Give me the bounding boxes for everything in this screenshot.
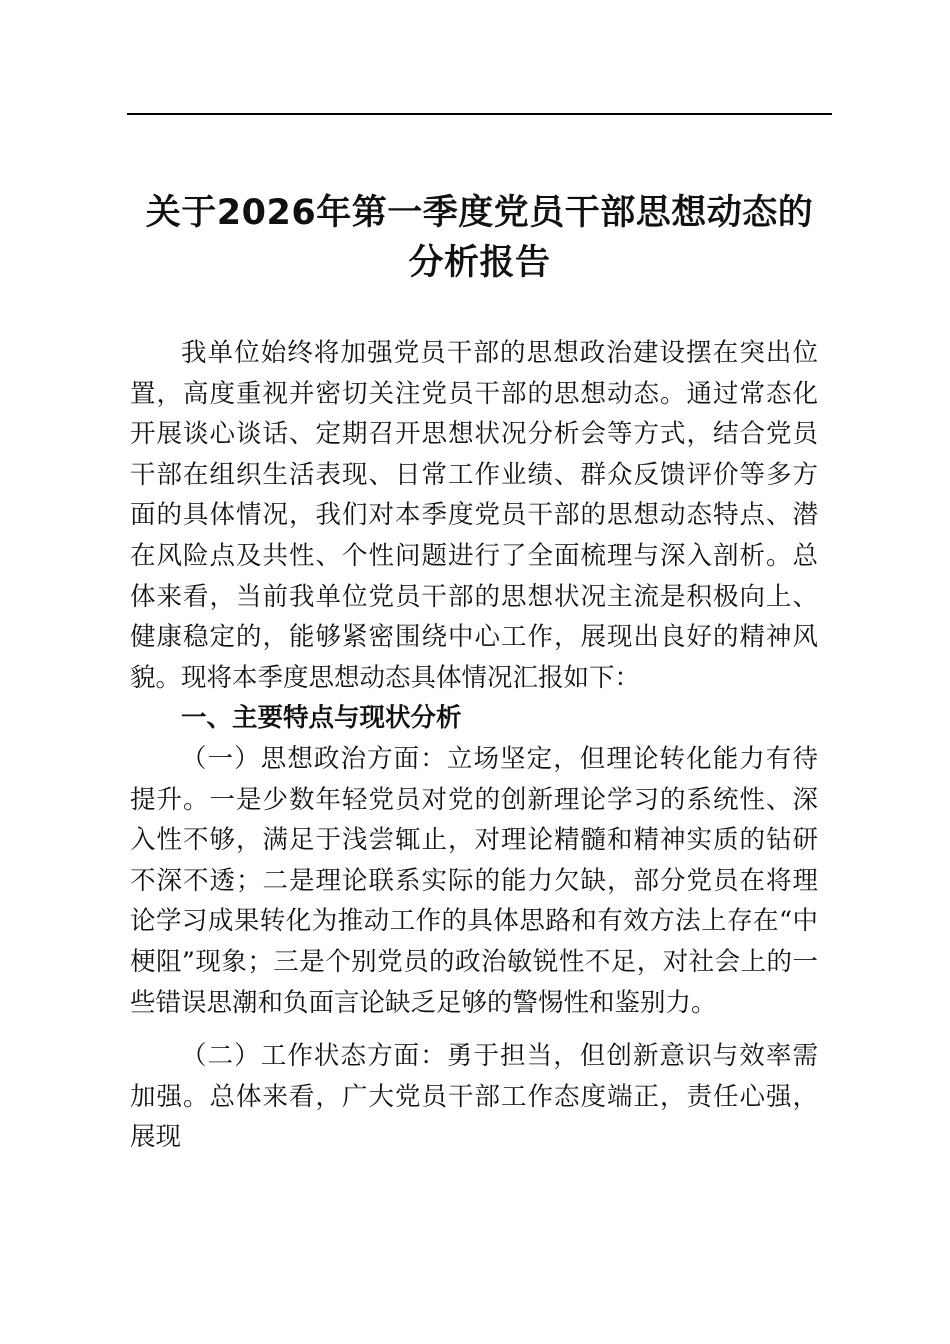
document-body xyxy=(130,333,818,1158)
intro-paragraph: 我单位始终将加强党员干部的思想政治建设摆在突出位置，高度重视并密切关注党员干部的思想动态。通过常态化开展谈心谈话、定期召开思想状况分析会等方式，结合党员干部在组织生活表现、日常工作业绩、群众反馈评价等多方面的具体情况，我们对本季度党员干部的思想动态特点、潜在风险点及共性、个性问题进行了全面梳理与深入剖析。总体来看，当前我单位党员干部的思想状况主流是积极向上、健康稳定的，能够紧密围绕中心工作，展现出良好的精神风貌。现将本季度思想动态具体情况汇报如下： xyxy=(130,338,818,693)
item-1-lead: （一）思想政治方面： xyxy=(181,743,447,774)
item-2-text: 勇于担当，但创新意识与效率需加强。总体来看，广大党员干部工作态度端正，责任心强，展现 xyxy=(130,1041,818,1153)
document-title xyxy=(127,188,832,288)
item-1-paragraph xyxy=(130,739,818,1023)
title-line-1: 关于2026年第一季度党员干部思想动态的 xyxy=(145,193,814,233)
title-line-2: 分析报告 xyxy=(408,243,551,283)
item-1-text: 立场坚定，但理论转化能力有待提升。一是少数年轻党员对党的创新理论学习的系统性、深入性不够，满足于浅尝辄止，对理论精髓和精神实质的钻研不深不透；二是理论联系实际的能力欠缺，部分党员在将理论学习成果转化为推动工作的具体思路和有效方法上存在“中梗阻”现象；三是个别党员的政治敏锐性不足，对社会上的一些错误思潮和负面言论缺乏足够的警惕性和鉴别力。 xyxy=(130,743,818,1018)
item-2-lead: （二）工作状态方面： xyxy=(181,1041,447,1072)
section-heading: 一、主要特点与现状分析 xyxy=(181,703,462,734)
header-rule xyxy=(127,113,832,115)
item-2-paragraph xyxy=(130,1036,818,1158)
